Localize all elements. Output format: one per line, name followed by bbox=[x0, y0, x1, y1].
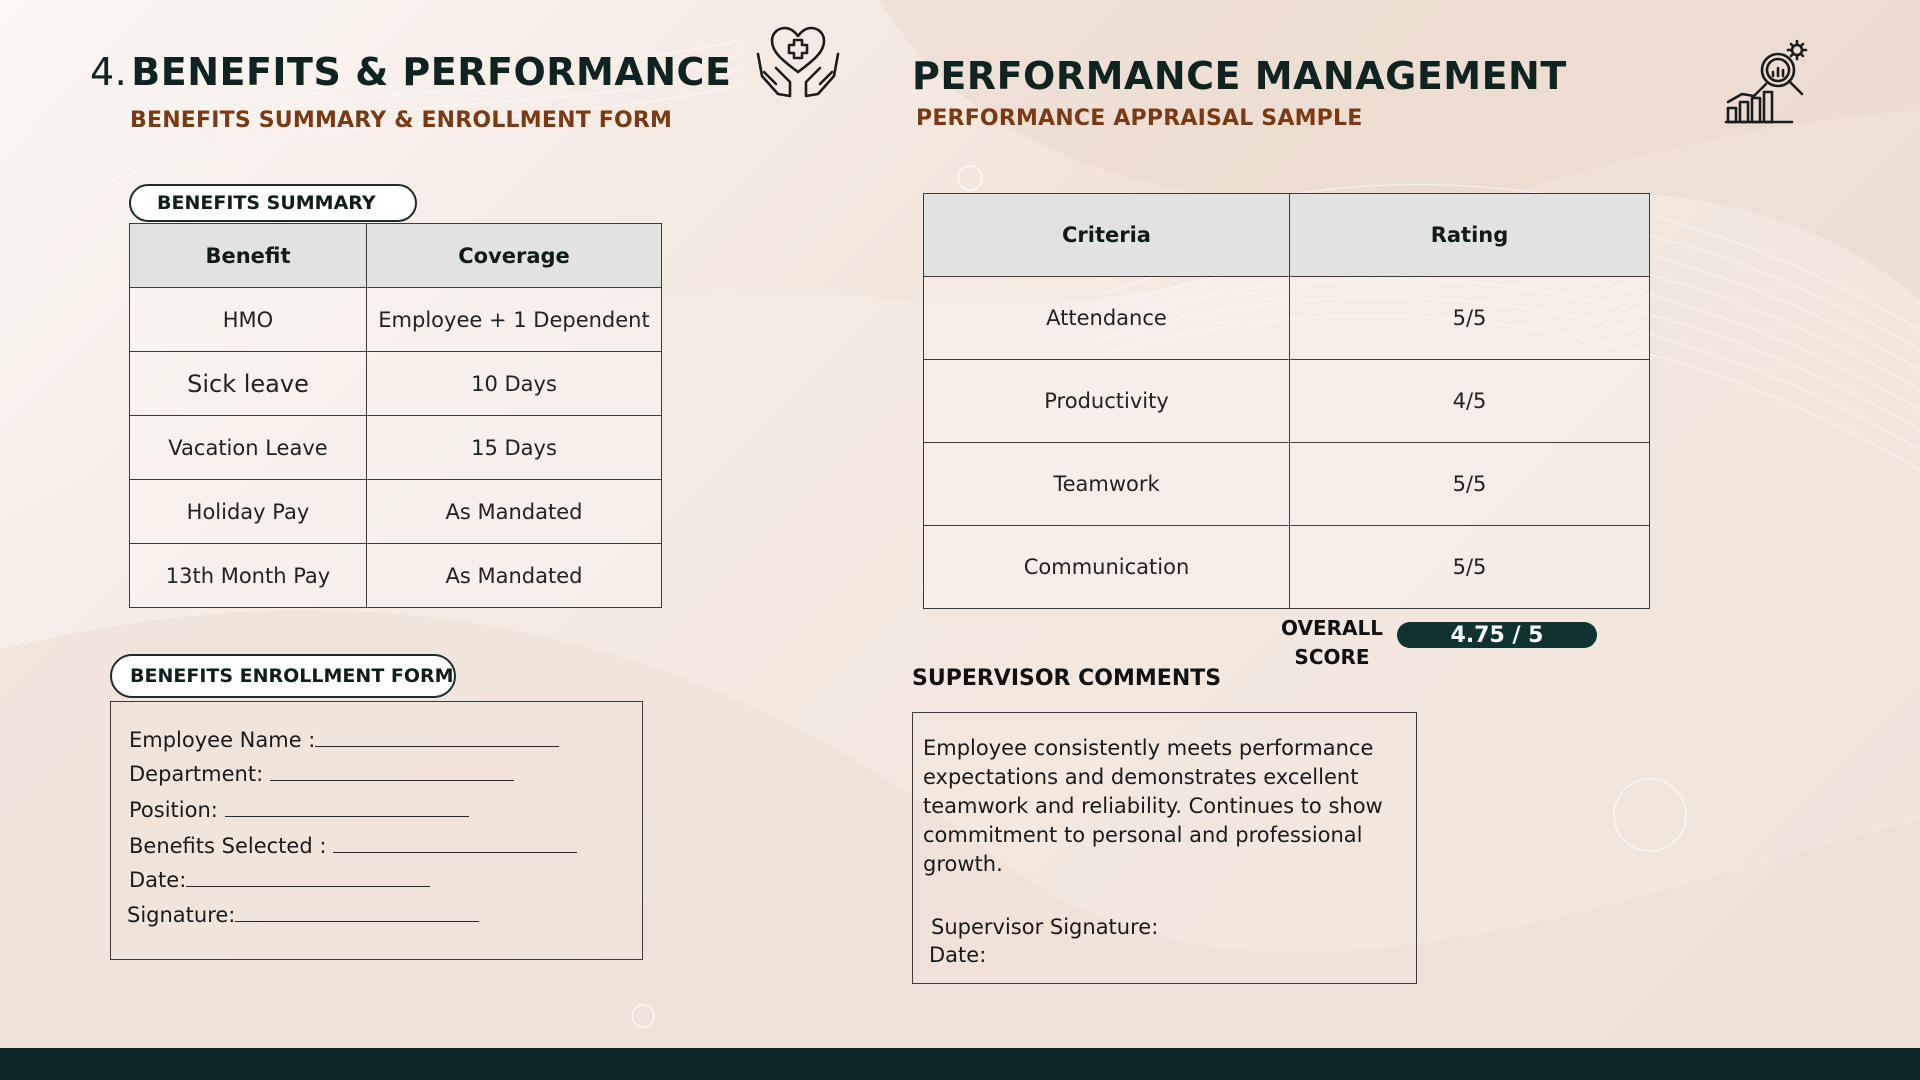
benefits-summary-label: BENEFITS SUMMARY bbox=[129, 184, 417, 222]
criteria-cell: Productivity bbox=[924, 360, 1290, 443]
supervisor-comments-text: Employee consistently meets performance expectations and demonstrates excellent teamwork and reliability. Continues to show commitment to personal and professional growth. bbox=[923, 736, 1383, 876]
form-field-blank[interactable] bbox=[333, 832, 577, 853]
overall-label-line1: OVERALL bbox=[1281, 616, 1383, 640]
benefit-coverage-cell: Employee + 1 Dependent bbox=[367, 288, 662, 352]
section-title-text: BENEFITS & PERFORMANCE bbox=[131, 50, 732, 94]
benefit-name-cell: Holiday Pay bbox=[130, 480, 367, 544]
form-field-label: Employee Name : bbox=[129, 728, 316, 752]
performance-subtitle: PERFORMANCE APPRAISAL SAMPLE bbox=[916, 106, 1363, 131]
benefit-name-cell: 13th Month Pay bbox=[130, 544, 367, 608]
form-field-position[interactable] bbox=[129, 796, 469, 822]
supervisor-signature-label: Supervisor Signature: bbox=[931, 915, 1159, 939]
form-field-date[interactable] bbox=[129, 866, 430, 892]
form-field-label: Date: bbox=[129, 868, 187, 892]
form-field-benefits-selected[interactable] bbox=[129, 832, 577, 858]
form-field-label: Benefits Selected : bbox=[129, 834, 327, 858]
overall-score-badge: 4.75 / 5 bbox=[1397, 622, 1597, 648]
table-row bbox=[924, 526, 1650, 609]
form-field-label: Position: bbox=[129, 798, 218, 822]
table-row bbox=[130, 544, 662, 608]
table-row bbox=[924, 443, 1650, 526]
section-subtitle: BENEFITS SUMMARY & ENROLLMENT FORM bbox=[130, 108, 673, 133]
performance-table-header-row bbox=[924, 194, 1650, 277]
benefit-coverage-cell: 10 Days bbox=[367, 352, 662, 416]
form-field-signature[interactable] bbox=[127, 901, 479, 927]
form-field-blank[interactable] bbox=[225, 796, 469, 817]
table-row bbox=[130, 480, 662, 544]
enrollment-form bbox=[110, 701, 643, 960]
heart-hands-medical-icon bbox=[754, 24, 842, 104]
performance-table bbox=[923, 193, 1650, 609]
supervisor-date-label: Date: bbox=[929, 943, 987, 967]
form-field-blank[interactable] bbox=[270, 760, 514, 781]
section-number: 4. bbox=[90, 50, 128, 94]
footer-bar bbox=[0, 1048, 1920, 1080]
form-field-label: Signature: bbox=[127, 903, 236, 927]
form-field-department[interactable] bbox=[129, 760, 514, 786]
table-row bbox=[130, 416, 662, 480]
criteria-cell: Communication bbox=[924, 526, 1290, 609]
overall-label-line2: SCORE bbox=[1294, 645, 1370, 669]
rating-cell: 5/5 bbox=[1290, 526, 1650, 609]
table-row bbox=[130, 352, 662, 416]
form-field-employee-name[interactable] bbox=[129, 726, 559, 752]
benefits-table-header-row bbox=[130, 224, 662, 288]
performance-title: PERFORMANCE MANAGEMENT bbox=[912, 54, 1567, 98]
analytics-magnifier-chart-icon bbox=[1722, 36, 1814, 128]
supervisor-comments-box bbox=[912, 712, 1417, 984]
form-field-blank[interactable] bbox=[186, 866, 430, 887]
section-title bbox=[90, 50, 731, 94]
rating-cell: 4/5 bbox=[1290, 360, 1650, 443]
criteria-cell: Teamwork bbox=[924, 443, 1290, 526]
table-row bbox=[924, 277, 1650, 360]
benefits-enrollment-label: BENEFITS ENROLLMENT FORM bbox=[110, 654, 456, 698]
benefit-name-cell: Vacation Leave bbox=[130, 416, 367, 480]
supervisor-comments-heading: SUPERVISOR COMMENTS bbox=[912, 666, 1222, 691]
form-field-label: Department: bbox=[129, 762, 264, 786]
benefits-header-benefit: Benefit bbox=[130, 224, 367, 288]
benefits-table bbox=[129, 223, 662, 608]
benefit-name-cell: HMO bbox=[130, 288, 367, 352]
table-row bbox=[130, 288, 662, 352]
performance-header-rating: Rating bbox=[1290, 194, 1650, 277]
overall-score-label bbox=[1262, 614, 1402, 672]
benefit-name-cell: Sick leave bbox=[130, 352, 367, 416]
form-field-blank[interactable] bbox=[235, 901, 479, 922]
rating-cell: 5/5 bbox=[1290, 443, 1650, 526]
table-row bbox=[924, 360, 1650, 443]
benefit-coverage-cell: 15 Days bbox=[367, 416, 662, 480]
benefit-coverage-cell: As Mandated bbox=[367, 544, 662, 608]
form-field-blank[interactable] bbox=[315, 726, 559, 747]
benefit-coverage-cell: As Mandated bbox=[367, 480, 662, 544]
rating-cell: 5/5 bbox=[1290, 277, 1650, 360]
criteria-cell: Attendance bbox=[924, 277, 1290, 360]
benefits-header-coverage: Coverage bbox=[367, 224, 662, 288]
performance-header-criteria: Criteria bbox=[924, 194, 1290, 277]
